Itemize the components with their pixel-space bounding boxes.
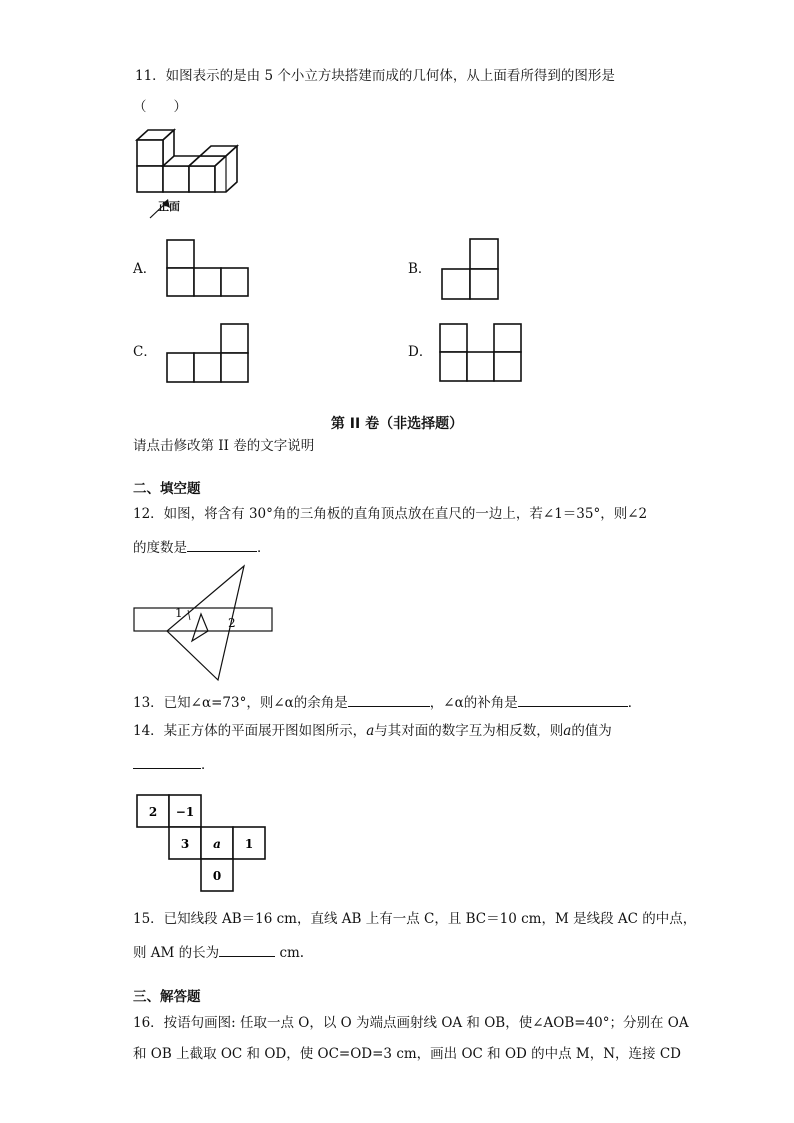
q13-supplement-blank[interactable]	[518, 692, 628, 707]
option-b-label: B．	[408, 261, 432, 277]
part2-note: 请点击修改第 II 卷的文字说明	[133, 438, 315, 454]
section3-title: 三、解答题	[133, 989, 201, 1005]
net-cell-a: a	[213, 837, 221, 851]
q14-line1: 14．某正方体的平面展开图如图所示，a与其对面的数字互为相反数，则a的值为	[133, 723, 612, 739]
q13-complement-blank[interactable]	[348, 692, 430, 707]
option-c-figure	[167, 324, 248, 382]
q14-answer-blank[interactable]	[133, 754, 201, 769]
q12-line2: 的度数是 ．	[133, 537, 271, 557]
q15-line1: 15．已知线段 AB＝16 cm，直线 AB 上有一点 C，且 BC＝10 cm，M 是线段 AC 的中点，	[133, 911, 697, 927]
q13-line: 13．已知∠α=73°，则∠α的余角是 ，∠α的补角是 ．	[133, 692, 641, 712]
q11-answer-paren: （ ）	[133, 99, 187, 115]
net-cell-3: 3	[180, 837, 190, 851]
net-cell-1: 2	[148, 805, 158, 819]
section2-title: 二、填空题	[133, 481, 201, 497]
option-d-label: D．	[408, 344, 433, 360]
q15-answer-blank[interactable]	[219, 942, 275, 957]
option-b-figure	[442, 239, 498, 299]
q15-line2: 则 AM 的长为 cm.	[133, 942, 304, 962]
q12-line1: 12．如图，将含有 30°角的三角板的直角顶点放在直尺的一边上，若∠1＝35°，则∠2	[133, 506, 648, 522]
q11-question-text: 11．如图表示的是由 5 个小立方块搭建而成的几何体，从上面看所得到的图形是	[135, 68, 615, 84]
q16-line1: 16．按语句画图: 任取一点 O，以 O 为端点画射线 OA 和 OB，使∠AOB=40°；分别在 OA	[133, 1015, 689, 1031]
option-c-label: C．	[133, 344, 157, 360]
q11-cube-figure	[137, 130, 237, 218]
net-cell-2: −1	[175, 805, 195, 819]
option-a-figure	[167, 240, 248, 296]
option-d-figure	[440, 324, 521, 381]
angle-2-label: 2	[228, 616, 236, 630]
angle-1-label: 1	[175, 606, 183, 620]
front-label: 正面	[158, 200, 180, 213]
q12-ruler-triangle-figure	[134, 566, 272, 680]
q12-answer-blank[interactable]	[187, 537, 257, 552]
q14-line2: ．	[133, 754, 215, 774]
q14-cube-net	[137, 795, 265, 891]
part2-title: 第 II 卷（非选择题）	[330, 416, 464, 432]
net-cell-5: 0	[212, 869, 222, 883]
option-a-label: A．	[133, 261, 157, 277]
q16-line2: 和 OB 上截取 OC 和 OD，使 OC=OD=3 cm，画出 OC 和 OD 的中点 M，N，连接 CD	[133, 1046, 682, 1062]
net-cell-4: 1	[244, 837, 254, 851]
